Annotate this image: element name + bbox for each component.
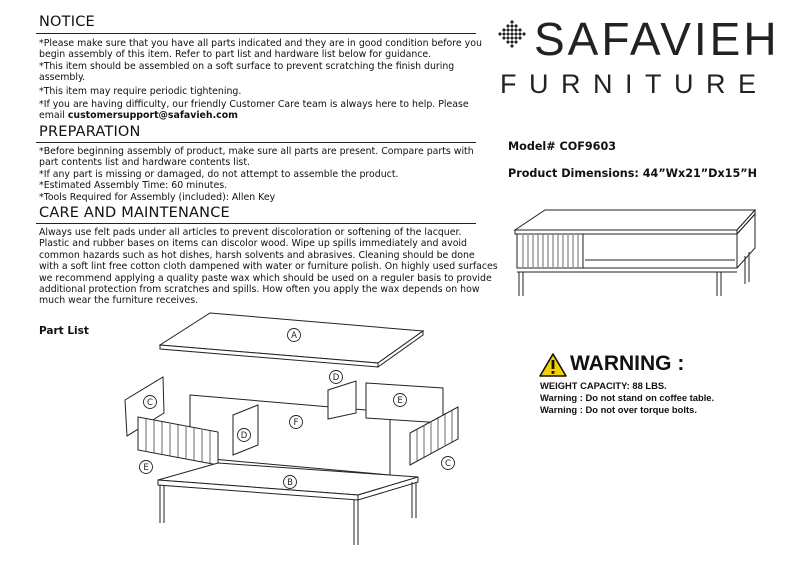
care-rule [36,223,476,224]
part-label-e: E [397,396,403,406]
care-line: additional protection from scratches and spills. How often you apply the wax depends on how [39,284,480,296]
warning-line-stand: Warning : Do not stand on coffee table. [540,392,715,403]
model-number: Model# COF9603 [508,140,617,153]
notice-heading: NOTICE [39,14,95,30]
brand-diamond-logo-icon [494,18,530,54]
part-label-e: E [143,463,149,473]
part-label-f: F [293,418,299,428]
part-label-d: D [240,431,248,441]
notice-line: *This item should be assembled on a soft surface to prevent scratching the finish during [39,60,455,72]
support-email-link[interactable]: customersupport@safavieh.com [67,110,238,122]
notice-text [39,38,489,122]
care-line: common hazards such as hot dishes, harsh solvents and abrasives. Cleaning should be done [39,249,475,261]
brand-name: SAFAVIEH [534,13,780,65]
preparation-line: *Tools Required for Assembly (included): Allen Key [39,191,276,203]
notice-rule [36,33,476,34]
care-line: with a soft lint free cotton cloth dampened with water or furniture polish. On highly used surfaces [39,261,498,273]
warning-triangle-icon [538,352,568,378]
preparation-line: *If any part is missing or damaged, do not attempt to assemble the product. [39,168,399,180]
care-line: Plastic and rubber bases on items can discolor wood. Wipe up spills immediately and avoid [39,238,467,250]
preparation-rule [36,142,476,143]
care-heading: CARE AND MAINTENANCE [39,205,230,221]
part-label-c: C [445,459,451,469]
notice-line: begin assembly of this item. Refer to part list and hardware list below for guidance. [39,49,432,61]
preparation-line: *Before beginning assembly of product, make sure all parts are present. Compare parts with [39,146,474,157]
notice-line: *Please make sure that you have all parts indicated and they are in good condition before you [39,38,482,49]
notice-email-line [39,110,489,121]
coffee-table-illustration [505,200,760,305]
exploded-parts-diagram [118,305,478,550]
part-label-b: B [287,478,293,488]
notice-line: *If you are having difficulty, our friendly Customer Care team is always here to help. Please [39,99,469,111]
preparation-line: *Estimated Assembly Time: 60 minutes. [39,180,228,192]
preparation-line: part contents list and hardware contents list. [39,157,250,169]
warning-line-torque: Warning : Do not over torque bolts. [540,404,697,415]
part-label-a: A [291,331,297,341]
care-line: Always use felt pads under all articles to prevent discoloration or softening of the lacquer. [39,227,462,238]
preparation-heading: PREPARATION [39,124,141,140]
weight-capacity: WEIGHT CAPACITY: 88 LBS. [540,380,667,391]
preparation-text [39,146,489,203]
notice-line: assembly. [39,72,86,84]
product-dimensions: Product Dimensions: 44”Wx21”Dx15”H [508,167,757,180]
part-list-label: Part List [39,325,89,337]
notice-line: *This item may require periodic tightening. [39,85,242,97]
brand-subtitle: FURNITURE [500,69,769,99]
care-line: much wear the furniture receives. [39,295,199,307]
care-line: we recommend applying a quality paste wax which should be used on a reguler basis to provide [39,272,492,284]
care-text [39,227,499,307]
warning-title: WARNING : [570,352,685,375]
email-prefix: email [39,110,68,122]
part-label-c: C [147,398,153,408]
part-d-divider [328,381,356,419]
part-label-d: D [332,373,340,383]
